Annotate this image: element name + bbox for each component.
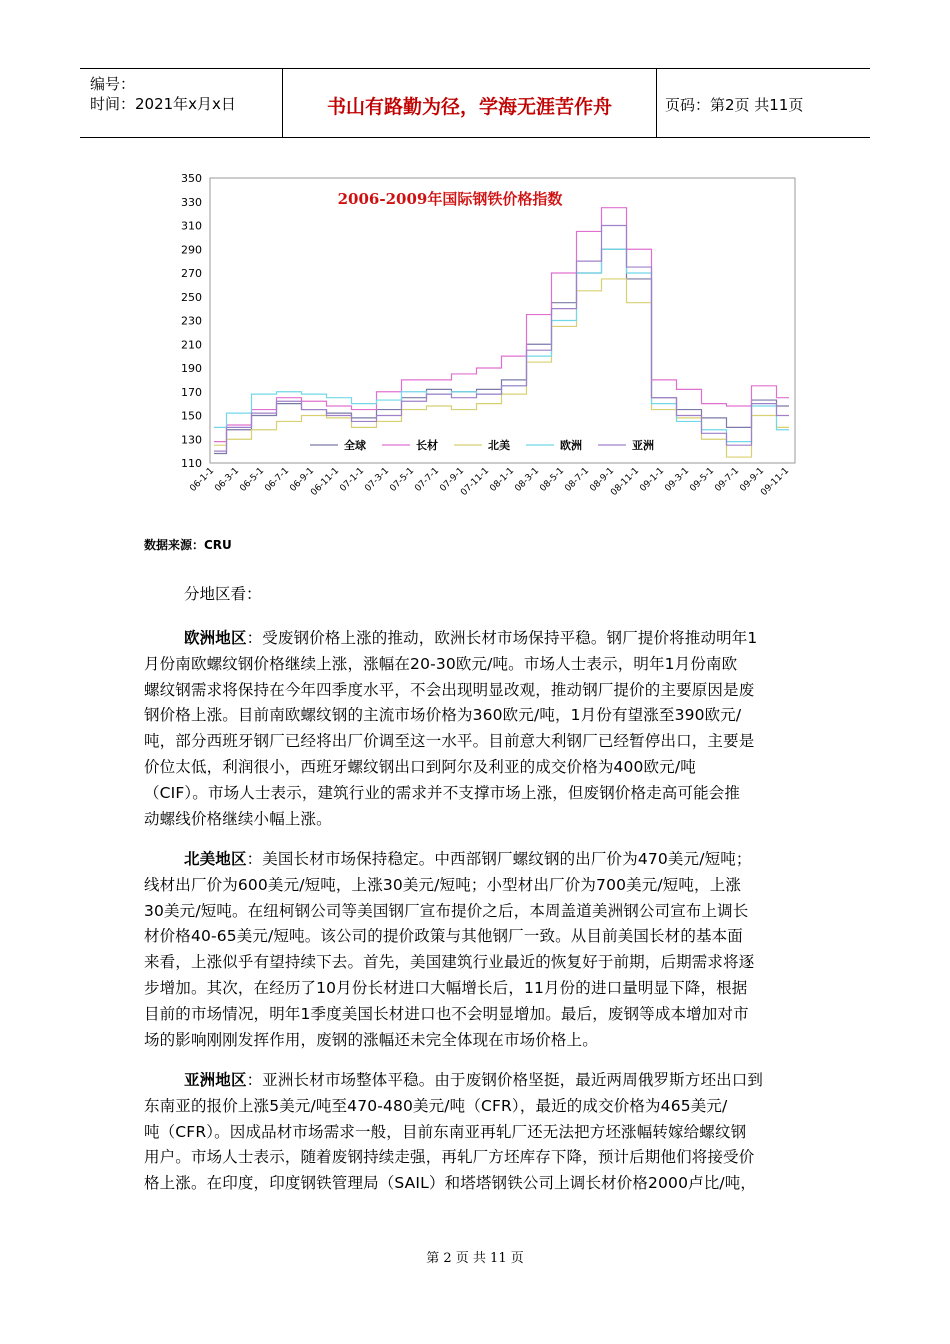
document-time-label: 时间：2021年x月x日 <box>90 95 236 113</box>
page-header <box>80 68 870 138</box>
paragraph-line: 吨（CFR）。因成品材市场需求一般，目前东南亚再轧厂还无法把方坯涨幅转嫁给螺纹钢 <box>144 1122 747 1141</box>
section-subheading: 分地区看： <box>184 585 262 603</box>
paragraph-line: 来看，上涨似乎有望持续下去。首先，美国建筑行业最近的恢复好于前期，后期需求将逐 <box>144 953 755 972</box>
legend-label: 全球 <box>344 439 366 452</box>
legend-label: 欧洲 <box>560 439 582 452</box>
header-page-number: 页码：第2页 共11页 <box>665 96 804 114</box>
paragraph-north-america <box>144 847 809 1053</box>
y-tick-label: 170 <box>181 385 202 399</box>
paragraph-line: 材价格40-65美元/短吨。该公司的提价政策与其他钢厂一致。从目前美国长材的基本面 <box>144 927 743 946</box>
header-motto-cell <box>283 69 657 137</box>
paragraph-line: 北美地区：美国长材市场保持稳定。中西部钢厂螺纹钢的出厂价为470美元/短吨； <box>184 850 752 868</box>
x-tick-label: 07-7-1 <box>413 466 442 494</box>
paragraph-line: 吨，部分西班牙钢厂已经将出厂价调至这一水平。目前意大利钢厂已经暂停出口，主要是 <box>144 732 755 751</box>
document-number-label: 编号： <box>90 75 136 93</box>
x-tick-label: 06-1-1 <box>188 466 217 494</box>
plot-area <box>210 178 795 463</box>
x-tick-label: 06-11-1 <box>309 466 342 498</box>
y-tick-label: 210 <box>181 338 202 352</box>
x-tick-label: 06-5-1 <box>238 466 267 494</box>
x-tick-label: 07-9-1 <box>438 466 467 494</box>
x-tick-label: 08-3-1 <box>513 466 542 494</box>
y-tick-label: 150 <box>181 409 202 423</box>
paragraph-line: 欧洲地区：受废钢价格上涨的推动，欧洲长材市场保持平稳。钢厂提价将推动明年1 <box>184 629 758 647</box>
y-tick-label: 230 <box>181 314 202 328</box>
header-motto: 书山有路勤为径，学海无涯苦作舟 <box>326 96 612 118</box>
x-tick-label: 07-3-1 <box>363 466 392 494</box>
x-tick-label: 09-7-1 <box>713 466 742 494</box>
paragraph-line: 钢价格上涨。目前南欧螺纹钢的主流市场价格为360欧元/吨，1月份有望涨至390欧元/ <box>144 706 742 725</box>
x-tick-label: 08-9-1 <box>588 466 617 494</box>
y-tick-label: 250 <box>181 290 202 304</box>
y-tick-label: 310 <box>181 219 202 233</box>
x-tick-label: 08-5-1 <box>538 466 567 494</box>
paragraph-line: 30美元/短吨。在纽柯钢公司等美国钢厂宣布提价之后，本周盖道美洲钢公司宣布上调长 <box>144 901 749 920</box>
steel-price-index-chart <box>160 170 810 530</box>
y-tick-label: 330 <box>181 195 202 209</box>
paragraph-line: 东南亚的报价上涨5美元/吨至470-480美元/吨（CFR），最近的成交价格为465美元/ <box>144 1096 728 1115</box>
paragraph-line: 用户。市场人士表示，随着废钢持续走强，再轧厂方坯库存下降，预计后期他们将接受价 <box>144 1148 755 1167</box>
x-tick-label: 09-11-1 <box>759 466 792 498</box>
x-tick-label: 09-1-1 <box>638 466 667 494</box>
y-tick-label: 350 <box>181 172 202 185</box>
x-tick-label: 06-9-1 <box>288 466 317 494</box>
x-tick-label: 07-11-1 <box>459 466 492 498</box>
x-tick-label: 08-11-1 <box>609 466 642 498</box>
legend-label: 长材 <box>416 439 438 452</box>
paragraph-line: 线材出厂价为600美元/短吨，上涨30美元/短吨；小型材出厂价为700美元/短吨，上涨 <box>144 875 742 894</box>
paragraph-line: 螺纹钢需求将保持在今年四季度水平，不会出现明显改观，推动钢厂提价的主要原因是废 <box>144 680 755 699</box>
header-page-cell <box>657 69 870 137</box>
paragraph-line: 格上涨。在印度，印度钢铁管理局（SAIL）和塔塔钢铁公司上调长材价格2000卢比/吨， <box>144 1174 757 1193</box>
paragraph-line: 亚洲地区：亚洲长材市场整体平稳。由于废钢价格坚挺，最近两周俄罗斯方坯出口到 <box>184 1071 764 1089</box>
chart-title: 2006-2009年国际钢铁价格指数 <box>337 190 563 208</box>
paragraph-line: 步增加。其次，在经历了10月份长材进口大幅增长后，11月份的进口量明显下降，根据 <box>144 978 748 997</box>
paragraph-line: 动螺线价格继续小幅上涨。 <box>144 809 332 828</box>
x-tick-label: 09-9-1 <box>738 466 767 494</box>
paragraph-line: 价位太低，利润很小，西班牙螺纹钢出口到阿尔及利亚的成交价格为400欧元/吨 <box>144 757 696 776</box>
x-tick-label: 08-7-1 <box>563 466 592 494</box>
x-tick-label: 06-3-1 <box>213 466 242 494</box>
paragraph-line: （CIF）。市场人士表示，建筑行业的需求并不支撑市场上涨，但废钢价格走高可能会推 <box>144 783 741 802</box>
x-tick-label: 09-5-1 <box>688 466 717 494</box>
legend-label: 北美 <box>488 439 510 452</box>
paragraph-line: 月份南欧螺纹钢价格继续上涨，涨幅在20-30欧元/吨。市场人士表示，明年1月份南欧 <box>144 654 738 673</box>
paragraph-heading: 北美地区 <box>184 850 247 868</box>
paragraph-heading: 欧洲地区 <box>184 629 247 647</box>
paragraph-asia <box>144 1068 809 1197</box>
page-footer: 第 2 页 共 11 页 <box>426 1251 524 1266</box>
y-tick-label: 110 <box>181 457 202 470</box>
series-line-0 <box>214 249 789 453</box>
paragraph-heading: 亚洲地区 <box>184 1071 247 1089</box>
x-tick-label: 08-1-1 <box>488 466 517 494</box>
y-tick-label: 270 <box>181 267 202 280</box>
paragraph-line: 目前的市场情况，明年1季度美国长材进口也不会明显增加。最后，废钢等成本增加对市 <box>144 1004 749 1023</box>
x-tick-label: 06-7-1 <box>263 466 292 494</box>
x-tick-label: 07-5-1 <box>388 466 417 494</box>
paragraph-europe <box>144 626 809 832</box>
paragraph-line: 场的影响刚刚发挥作用，废钢的涨幅还未完全体现在市场价格上。 <box>144 1030 598 1049</box>
chart-source-note: 数据来源：CRU <box>144 538 232 552</box>
series-line-1 <box>214 208 789 442</box>
legend-label: 亚洲 <box>632 439 654 452</box>
y-tick-label: 130 <box>181 433 202 447</box>
y-tick-label: 190 <box>181 362 202 375</box>
x-tick-label: 07-1-1 <box>338 466 367 494</box>
header-meta-cell <box>80 69 283 137</box>
series-line-3 <box>214 249 789 441</box>
y-tick-label: 290 <box>181 243 202 257</box>
x-tick-label: 09-3-1 <box>663 466 692 494</box>
